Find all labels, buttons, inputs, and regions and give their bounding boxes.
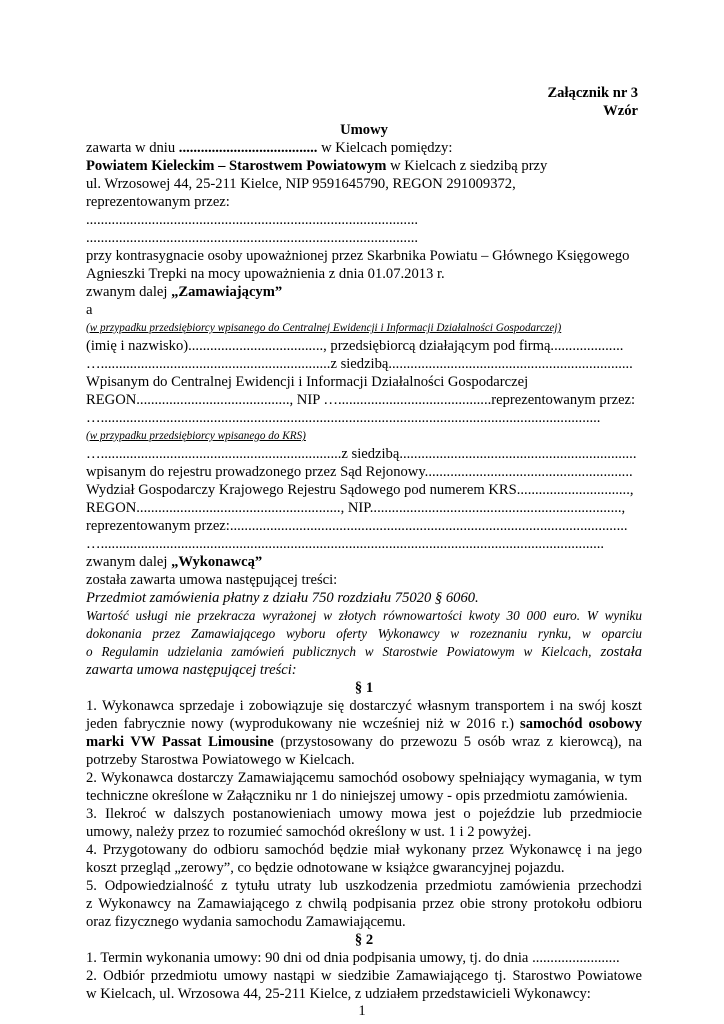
- s1-p5-line-1: 5. Odpowiedzialność z tytułu utraty lub uszkodzenia przedmiotu zamówienia przechodzi: [86, 878, 642, 894]
- line-regon-nip-2: REGON........................................................, NIP.....................................................................,: [86, 500, 626, 516]
- template-label: Wzór: [603, 103, 638, 119]
- line-ceidg: Wpisanym do Centralnej Ewidencji i Informacji Działalności Gospodarczej: [86, 374, 529, 390]
- s1-p5-line-3: oraz fizycznego wydania samochodu Zamawiającemu.: [86, 914, 406, 930]
- document-title: Umowy: [340, 122, 388, 138]
- line-value-2: dokonania przez Zamawiającego wyboru oferty Wykonawcy w rozeznaniu rynku, w oparciu: [86, 626, 642, 641]
- line-name: (imię i nazwisko)....................................., przedsiębiorcą działającym pod firmą....................: [86, 338, 624, 354]
- line-seat-krs: …..................................................................z siedzibą.................................................................: [86, 446, 637, 462]
- line-countersign: przy kontrasygnacie osoby upoważnionej przez Skarbnika Powiatu – Głównego Księgowego: [86, 248, 630, 264]
- s1-p4-line-2: koszt przegląd „zerowy”, co będzie odnotowane w książce gwarancyjnej pojazdu.: [86, 860, 565, 876]
- section-2-heading: § 2: [354, 932, 374, 948]
- line-subject-paid: Przedmiot zamówienia płatny z działu 750 rozdziału 75020 § 6060.: [86, 590, 479, 606]
- s2-p1-line-1: 1. Termin wykonania umowy: 90 dni od dnia podpisania umowy, tj. do dnia ........................: [86, 950, 620, 966]
- line-court: wpisanym do rejestru prowadzonego przez Sąd Rejonowy.........................................................: [86, 464, 633, 480]
- s2-p2-line-1: 2. Odbiór przedmiotu umowy nastąpi w siedzibie Zamawiającego tj. Starostwo Powiatowe: [86, 968, 642, 984]
- note-krs: (w przypadku przedsiębiorcy wpisanego do KRS): [86, 430, 306, 442]
- line-dots-3: ….........................................................................................................................................: [86, 410, 601, 426]
- section-1-heading: § 1: [354, 680, 374, 696]
- line-krs: Wydział Gospodarczy Krajowego Rejestru Sądowego pod numerem KRS...............................,: [86, 482, 634, 498]
- line-seat: …...............................................................z siedzibą...................................................................: [86, 356, 633, 372]
- line-value-1: Wartość usługi nie przekracza wyrażonej w złotych równowartości kwoty 30 000 euro. W wyniku: [86, 608, 642, 623]
- line-authorization: Agnieszki Trepki na mocy upoważnienia z dnia 01.07.2013 r.: [86, 266, 445, 282]
- line-regon-nip: REGON.........................................., NIP …..........................................reprezentowanym przez:: [86, 392, 636, 408]
- s1-p1-line-4: potrzeby Starostwa Powiatowego w Kielcach.: [86, 752, 355, 768]
- line-dots-4: …..........................................................................................................................................: [86, 536, 605, 552]
- s1-p2-line-1: 2. Wykonawca dostarczy Zamawiającemu samochód osobowy spełniający wymagania, w tym: [86, 770, 642, 786]
- line-dots-2: ...........................................................................................: [86, 230, 419, 246]
- line-and: a: [86, 302, 93, 318]
- line-address: ul. Wrzosowej 44, 25-211 Kielce, NIP 9591645790, REGON 291009372,: [86, 176, 516, 192]
- s1-p3-line-2: umowy, należy przez to rozumieć samochód określony w ust. 1 i 2 powyżej.: [86, 824, 532, 840]
- s1-p1-line-2: jeden fabrycznie nowy (wyprodukowany nie wcześniej niż w 2016 r.) samochód osobowy: [86, 716, 642, 732]
- line-called-buyer: zwanym dalej „Zamawiającym”: [86, 284, 283, 300]
- s2-p2-line-2: w Kielcach, ul. Wrzosowa 44, 25-211 Kielce, z udziałem przedstawicieli Wykonawcy:: [86, 986, 591, 1002]
- attachment-label: Załącznik nr 3: [547, 85, 638, 101]
- line-date: zawarta w dniu ...................................... w Kielcach pomiędzy:: [86, 140, 453, 156]
- line-party-1: Powiatem Kieleckim – Starostwem Powiatowym w Kielcach z siedzibą przy: [86, 158, 548, 174]
- s1-p3-line-1: 3. Ilekroć w dalszych postanowieniach umowy mowa jest o pojeździe lub przedmiocie: [86, 806, 642, 822]
- line-represented-2: reprezentowanym przez:.............................................................................................................: [86, 518, 628, 534]
- line-value-3: o Regulamin udzielania zamówień publicznych w Starostwie Powiatowym w Kielcach, została: [86, 644, 642, 660]
- line-called-contractor: zwanym dalej „Wykonawcą”: [86, 554, 263, 570]
- s1-p4-line-1: 4. Przygotowany do odbioru samochód będzie miał wykonany przez Wykonawcę i na jego: [86, 842, 642, 858]
- line-concluded: została zawarta umowa następującej treści:: [86, 572, 338, 588]
- line-represented: reprezentowanym przez:: [86, 194, 230, 210]
- note-ceidg: (w przypadku przedsiębiorcy wpisanego do Centralnej Ewidencji i Informacji Działalności Gospodarczej): [86, 322, 562, 334]
- s1-p5-line-2: z Wykonawcy na Zamawiającego z chwilą podpisania przez obie strony protokołu odbioru: [86, 896, 642, 912]
- s1-p1-line-1: 1. Wykonawca sprzedaje i zobowiązuje się dostarczyć własnym transportem i na swój koszt: [86, 698, 642, 714]
- s1-p1-line-3: marki VW Passat Limousine (przystosowany do przewozu 5 osób wraz z kierowcą), na: [86, 734, 642, 750]
- line-dots-1: ...........................................................................................: [86, 212, 419, 228]
- line-value-4: zawarta umowa następującej treści:: [86, 662, 297, 678]
- page-number: 1: [358, 1003, 366, 1019]
- s1-p2-line-2: techniczne określone w Załączniku nr 1 do niniejszej umowy - opis przedmiotu zamówienia.: [86, 788, 628, 804]
